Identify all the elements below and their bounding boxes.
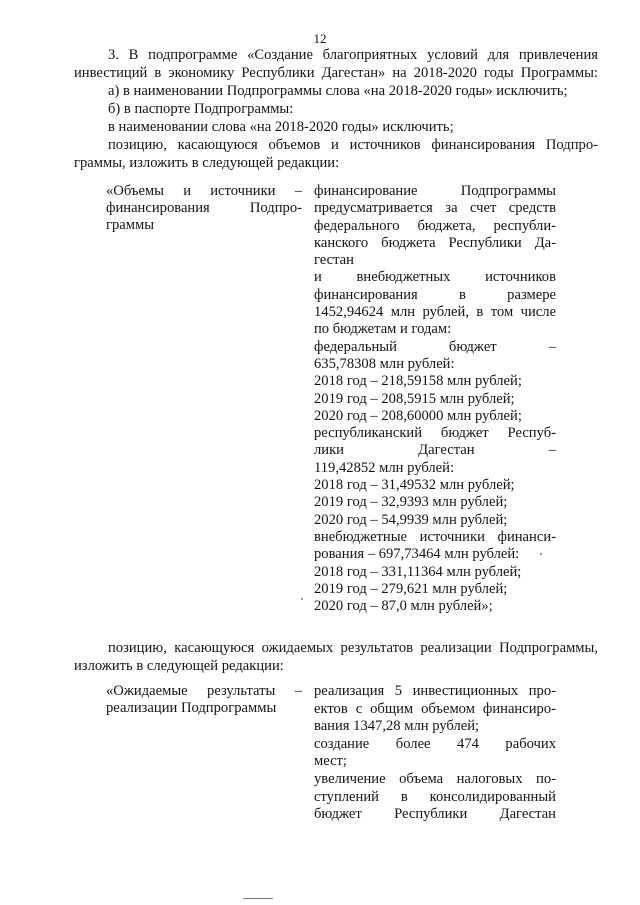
detail-line: 2020 год – 208,60000 млн рублей; <box>314 407 522 424</box>
detail-line: и внебюджетных источников <box>314 269 556 286</box>
detail-line: по бюджетам и годам: <box>314 321 452 338</box>
detail-line: федеральный бюджет – <box>314 338 556 355</box>
results-intro <box>74 640 598 676</box>
detail-line: бюджет Республики Дагестан <box>314 806 556 823</box>
scan-speck <box>243 898 273 899</box>
detail-line: 2020 год – 87,0 млн рублей»; <box>314 598 493 615</box>
detail-line: гестан <box>314 252 354 269</box>
detail-line: канского бюджета Республики Да- <box>314 234 556 251</box>
detail-line: реализация 5 инвестиционных про- <box>314 683 556 699</box>
intro-paragraphs <box>74 47 598 173</box>
detail-line: внебюджетные источники финанси- <box>314 528 556 545</box>
results-label <box>106 683 302 717</box>
detail-line: 2018 год – 218,59158 млн рублей; <box>314 373 522 390</box>
body-text-line: б) в паспорте Подпрограммы: <box>108 101 294 117</box>
financing-position <box>0 183 640 623</box>
detail-line: ступлений в консолидированный <box>314 788 556 805</box>
body-text-line: 3. В подпрограмме «Создание благоприятных условий для привлечения <box>108 47 598 63</box>
detail-line: финансирования в размере <box>314 286 556 303</box>
body-text-line: а) в наименовании Подпрограммы слова «на 2018-2020 годы» исключить; <box>108 83 568 99</box>
detail-line: 2018 год – 31,49532 млн рублей; <box>314 477 515 494</box>
body-text-line: в наименовании слова «на 2018-2020 годы» исключить; <box>108 119 454 135</box>
detail-line: вания 1347,28 млн рублей; <box>314 718 480 735</box>
results-details <box>314 683 556 824</box>
label-line: граммы <box>106 217 155 233</box>
scan-speck <box>540 553 542 555</box>
detail-line: 635,78308 млн рублей: <box>314 355 455 372</box>
label-line: «Объемы и источники – <box>106 183 302 199</box>
detail-line: ектов с общим объемом финансиро- <box>314 700 556 717</box>
financing-details <box>314 183 556 615</box>
detail-line: 2019 год – 32,9393 млн рублей; <box>314 494 508 511</box>
body-text-line: позицию, касающуюся объемов и источников финансирования Подпро- <box>108 137 598 153</box>
detail-line: федерального бюджета, республи- <box>314 217 556 234</box>
page-number: 12 <box>313 31 327 46</box>
detail-line: 2019 год – 279,621 млн рублей; <box>314 580 508 597</box>
detail-line: 2018 год – 331,11364 млн рублей; <box>314 563 522 580</box>
financing-label <box>106 183 302 234</box>
body-text-line: инвестиций в экономику Республики Дагестан» на 2018-2020 годы Программы: <box>74 65 598 81</box>
results-position <box>0 683 640 843</box>
detail-line: увеличение объема налоговых по- <box>314 770 556 787</box>
label-line: финансирования Подпро- <box>106 200 302 216</box>
label-line: «Ожидаемые результаты – <box>106 683 302 699</box>
detail-line: предусматривается за счет средств <box>314 200 556 217</box>
detail-line: мест; <box>314 753 347 770</box>
detail-line: лики Дагестан – <box>314 442 556 459</box>
detail-line: создание более 474 рабочих <box>314 735 556 752</box>
label-line: реализации Подпрограммы <box>106 700 277 716</box>
detail-line: республиканский бюджет Респуб- <box>314 425 556 442</box>
detail-line: 119,42852 млн рублей: <box>314 459 455 476</box>
detail-line: 1452,94624 млн рублей, в том числе <box>314 304 556 321</box>
detail-line: 2019 год – 208,5915 млн рублей; <box>314 390 515 407</box>
body-text-line: позицию, касающуюся ожидаемых результатов реализации Подпрограммы, <box>108 640 598 656</box>
detail-line: 2020 год – 54,9939 млн рублей; <box>314 511 508 528</box>
body-text-line: изложить в следующей редакции: <box>74 658 284 674</box>
body-text-line: граммы, изложить в следующей редакции: <box>74 155 340 171</box>
detail-line: рования – 697,73464 млн рублей: <box>314 546 520 563</box>
detail-line: финансирование Подпрограммы <box>314 183 556 199</box>
scan-speck <box>301 598 303 600</box>
